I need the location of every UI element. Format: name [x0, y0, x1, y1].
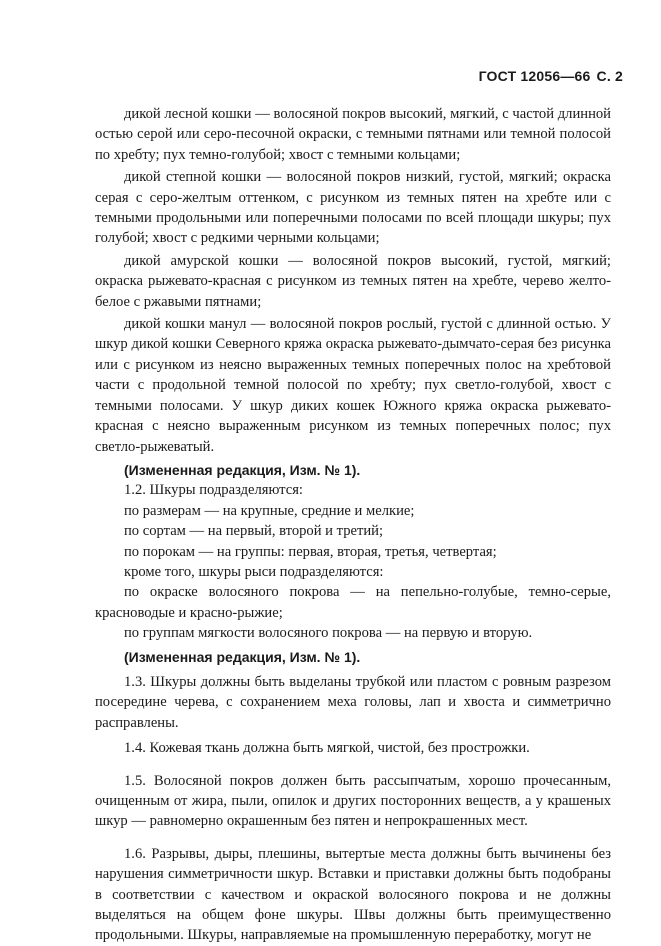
list-item-sizes: по размерам — на крупные, средние и мелкие; [124, 502, 415, 519]
clause-1-3: 1.3. Шкуры должны быть выделаны трубкой или пластом с ровным разрезом посередине черева, с сохранением меха головы, лап и хвоста и симметрично расправлены. [95, 673, 611, 731]
page-header [479, 68, 623, 84]
clause-1-6: 1.6. Разрывы, дыры, плешины, вытертые места должны быть вычинены без нарушения симметричности шкур. Вставки и приставки должны быть подобраны в соответствии с качеством и окраской волосяного покрова и не должны выделяться на общем фоне шкуры. Швы должны быть преимущественно продольными. Шкуры, направляемые на промышленную переработку, могут не [95, 845, 611, 944]
list-item-lynx: кроме того, шкуры рыси подразделяются: [124, 563, 384, 580]
list-item-grades: по сортам — на первый, второй и третий; [124, 523, 384, 540]
amendment-note: (Измененная редакция, Изм. № 1). [124, 648, 361, 665]
list-item-color: по окраске волосяного покрова — на пепельно-голубые, темно-серые, красноводые и красно-рыжие; [95, 584, 611, 621]
paragraph-amur-cat: дикой амурской кошки — волосяной покров высокий, густой, мягкий; окраска рыжевато-красная с рисунком из темных пятен на хребте, черево желто-белое с ржавыми пятнами; [95, 252, 611, 310]
paragraph-steppe-cat: дикой степной кошки — волосяной покров низкий, густой, мягкий; окраска серая с серо-желтым оттенком, с рисунком из темных пятен на хребте или с темными продольными или поперечными полосами по всей площади шкуры; пух голубой; хвост с редкими черными кольцами; [95, 169, 611, 247]
document-body [95, 104, 611, 946]
clause-1-4: 1.4. Кожевая ткань должна быть мягкой, чистой, без прострожки. [124, 740, 530, 757]
standard-code: ГОСТ 12056—66 [478, 68, 591, 84]
clause-1-2: 1.2. Шкуры подразделяются: [124, 482, 303, 499]
page-number: С. 2 [596, 68, 623, 84]
paragraph-forest-cat: дикой лесной кошки — волосяной покров высокий, мягкий, с частой длинной остью серой или серо-песочной окраски, с темными пятнами или темной полосой по хребту; пух темно-голубой; хвост с темными кольцами; [95, 106, 611, 163]
list-item-softness: по группам мягкости волосяного покрова — на первую и вторую. [124, 625, 533, 642]
clause-1-5: 1.5. Волосяной покров должен быть рассыпчатым, хорошо прочесанным, очищенным от жира, пыли, опилок и других посторонних веществ, а у крашеных шкур — равномерно окрашенным без пятен и непрокрашенных мест. [95, 772, 611, 830]
amendment-note: (Измененная редакция, Изм. № 1). [124, 461, 361, 478]
list-item-defects: по порокам — на группы: первая, вторая, третья, четвертая; [124, 543, 497, 560]
paragraph-manul-cat: дикой кошки манул — волосяной покров рослый, густой с длинной остью. У шкур дикой кошки Северного кряжа окраска рыжевато-дымчато-серая без рисунка или с рисунком из неясно выраженных темных поперечных полос на хребтовой части с продольной темной полосой по хребту; пух светло-голубой, хвост с темными полосами. У шкур диких кошек Южного кряжа окраска рыжевато-красная с неясно выраженным рисунком из темных поперечных полос; пух светло-рыжеватый. [95, 316, 611, 455]
